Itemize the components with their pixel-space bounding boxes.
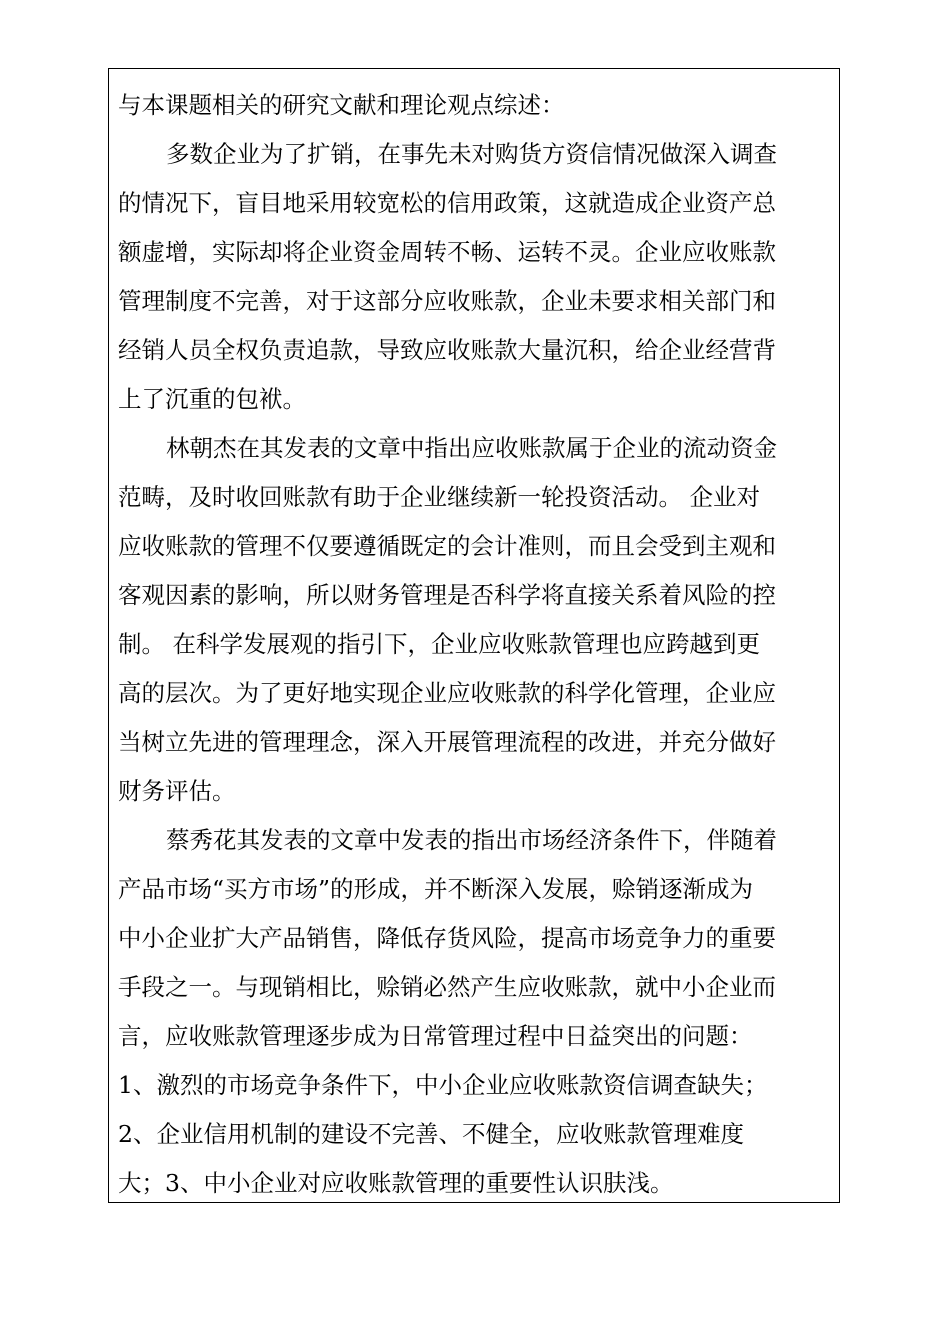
paragraph-line: 的情况下，盲目地采用较宽松的信用政策，这就造成企业资产总 bbox=[118, 189, 776, 217]
paragraph-line: 客观因素的影响，所以财务管理是否科学将直接关系着风险的控 bbox=[118, 581, 776, 609]
paragraph-line: 管理制度不完善，对于这部分应收账款，企业未要求相关部门和 bbox=[118, 287, 776, 315]
document-table-cell bbox=[108, 68, 840, 1203]
section-heading: 与本课题相关的研究文献和理论观点综述： bbox=[118, 91, 565, 119]
paragraph-line: 经销人员全权负责追款，导致应收账款大量沉积，给企业经营背 bbox=[118, 336, 776, 364]
paragraph-line: 中小企业扩大产品销售，降低存货风险，提高市场竞争力的重要 bbox=[118, 924, 776, 952]
paragraph-line: 上了沉重的包袱。 bbox=[118, 385, 306, 413]
paragraph-3 bbox=[118, 816, 831, 1203]
list-item: 大；3、中小企业对应收账款管理的重要性认识肤浅。 bbox=[118, 1169, 674, 1197]
paragraph-line: 手段之一。与现销相比，赊销必然产生应收账款，就中小企业而 bbox=[118, 973, 776, 1001]
paragraph-line: 范畴，及时收回账款有助于企业继续新一轮投资活动。 企业对 bbox=[118, 483, 760, 511]
paragraph-line: 财务评估。 bbox=[118, 777, 236, 805]
paragraph-2 bbox=[118, 424, 831, 816]
paragraph-line: 蔡秀花其发表的文章中发表的指出市场经济条件下，伴随着 bbox=[166, 826, 777, 854]
paragraph-line: 产品市场“买方市场”的形成，并不断深入发展，赊销逐渐成为 bbox=[118, 875, 754, 903]
paragraph-line: 应收账款的管理不仅要遵循既定的会计准则，而且会受到主观和 bbox=[118, 532, 776, 560]
paragraph-line: 当树立先进的管理理念，深入开展管理流程的改进，并充分做好 bbox=[118, 728, 776, 756]
paragraph-line: 林朝杰在其发表的文章中指出应收账款属于企业的流动资金 bbox=[166, 434, 777, 462]
list-item: 1、激烈的市场竞争条件下，中小企业应收账款资信调查缺失； bbox=[118, 1071, 768, 1099]
paragraph-line: 言，应收账款管理逐步成为日常管理过程中日益突出的问题： bbox=[118, 1022, 753, 1050]
paragraph-line: 多数企业为了扩销，在事先未对购货方资信情况做深入调查 bbox=[166, 140, 777, 168]
paragraph-line: 额虚增，实际却将企业资金周转不畅、运转不灵。企业应收账款 bbox=[118, 238, 776, 266]
paragraph-line: 制。 在科学发展观的指引下，企业应收账款管理也应跨越到更 bbox=[118, 630, 760, 658]
paragraph-1 bbox=[118, 130, 831, 424]
paragraph-line: 高的层次。为了更好地实现企业应收账款的科学化管理，企业应 bbox=[118, 679, 776, 707]
list-item: 2、企业信用机制的建设不完善、不健全，应收账款管理难度 bbox=[118, 1120, 744, 1148]
